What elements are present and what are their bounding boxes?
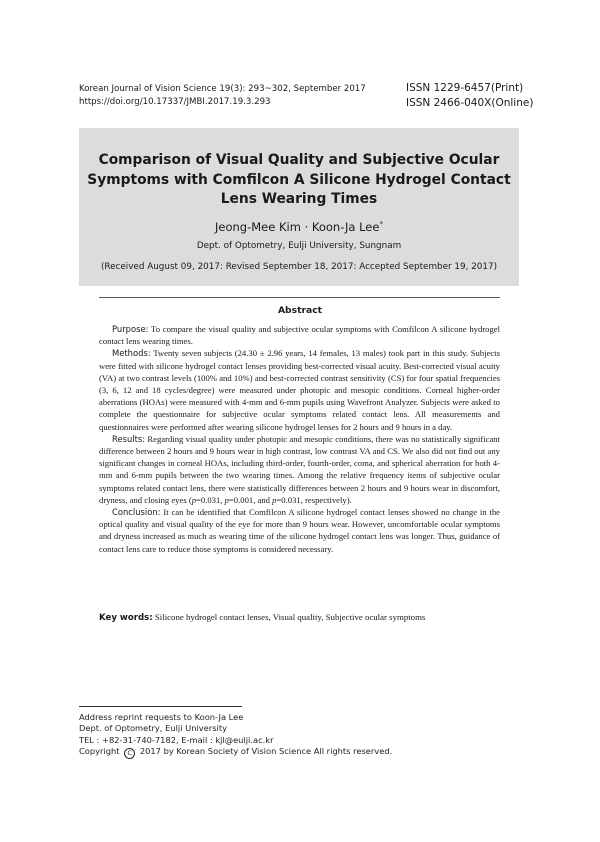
keywords	[99, 611, 500, 624]
abstract-conclusion	[99, 506, 500, 555]
footnote	[79, 712, 392, 759]
copyright-prefix: Copyright	[79, 746, 120, 757]
title-line-2: Symptoms with Comfilcon A Silicone Hydrogel Contact	[87, 171, 511, 188]
title-box	[79, 128, 519, 286]
p-value-3: =0.031, respectively).	[276, 494, 352, 505]
doi-link[interactable]: https://doi.org/10.17337/JMBI.2017.19.3.293	[79, 96, 271, 107]
abstract-results	[99, 433, 500, 506]
copyright-suffix: 2017 by Korean Society of Vision Science All rights reserved.	[139, 746, 393, 757]
p-symbol: p	[224, 494, 229, 505]
methods-text: Twenty seven subjects (24.30 ± 2.96 years, 14 females, 13 males) took part in this study. Subjects were fitted with silicone hydrogel contact lenses providing best-corrected visual acuity. Best-corrected visual acuity (VA) at two contrast levels (100% and 10%) and best-corrected contrast sensitivity (CS) for four spatial frequencies (3, 6, 12 and 18 cycles/degree) were measured under photopic and mesopic conditions. Corneal higher-order aberrations (HOAs) were measured with 4-mm and 6-mm pupils using Wavefront Analyzer. Subjects were asked to complete the questionnaire for subjective ocular symptoms related contact lens. All measurements and questionnaires were performed after wearing silicone hydrogel lenses for 2 hours and 9 hours in a day.	[99, 348, 500, 432]
authors	[79, 220, 519, 234]
purpose-text: To compare the visual quality and subjective ocular symptoms with Comfilcon A silicone hydrogel contact lens wearing times.	[99, 324, 500, 347]
p-value-2: =0.001, and	[228, 494, 273, 505]
conclusion-text: It can be identified that Comfilcon A silicone hydrogel contact lenses showed no change in the optical quality and visual quality of the eye for more than 9 hours wear. However, uncomfortable ocular symptoms and dryness increased as much as wearing time of the silicone hydrogel contact lens was longer. Thus, guidance of contact lens care to reduce those symptoms is considered necessary.	[99, 507, 500, 554]
corresponding-author-mark: *	[379, 220, 383, 229]
submission-dates: (Received August 09, 2017: Revised September 18, 2017: Accepted September 19, 2017)	[100, 262, 498, 272]
copyright	[79, 746, 392, 759]
copyright-icon: C	[124, 748, 135, 759]
keywords-text: Silicone hydrogel contact lenses, Visual quality, Subjective ocular symptoms	[152, 612, 426, 622]
issn-online: ISSN 2466-040X(Online)	[406, 97, 534, 109]
issn-print: ISSN 1229-6457(Print)	[406, 82, 524, 94]
abstract-heading: Abstract	[277, 305, 323, 316]
title-line-1: Comparison of Visual Quality and Subjective Ocular	[98, 152, 500, 168]
conclusion-label: Conclusion:	[112, 507, 161, 518]
contact-info: TEL : +82-31-740-7182, E-mail : kjl@eulji.ac.kr	[79, 734, 274, 745]
results-label: Results:	[112, 433, 146, 444]
author-names: Jeong-Mee Kim · Koon-Ja Lee	[215, 220, 380, 234]
p-symbol: p	[191, 494, 197, 505]
issn-block	[406, 81, 533, 111]
purpose-label: Purpose:	[112, 324, 149, 334]
affiliation: Dept. of Optometry, Eulji University, Sungnam	[196, 241, 402, 251]
methods-label: Methods:	[112, 348, 151, 359]
reprint-request: Address reprint requests to Koon-Ja Lee	[79, 712, 244, 722]
abstract-body	[99, 323, 500, 555]
title-line-3: Lens Wearing Times	[220, 191, 378, 207]
abstract-top-rule	[99, 297, 500, 298]
results-text: Regarding visual quality under photopic and mesopic conditions, there was no statistically significant difference between 2 hours and 9 hours wear in high contrast, low contrast VA and CS. We also did not find out any significant changes in corneal HOAs, including third-order, fourth-order, coma, and spherical aberration for both 4-mm and 6-mm pupils between the two wearing times. Among the relative frequency items of subjective ocular symptoms related contact lens, there were statistically differences between 2 hours and 9 hours wear in discomfort, dryness, and closing eyes (	[99, 433, 500, 505]
p-symbol: p	[272, 494, 277, 505]
abstract-methods	[99, 347, 500, 432]
reprint-affiliation: Dept. of Optometry, Eulji University	[79, 723, 227, 734]
p-value-1: =0.031,	[196, 494, 225, 505]
keywords-label: Key words:	[99, 613, 153, 623]
abstract-purpose	[99, 323, 500, 347]
journal-info	[79, 83, 366, 108]
footnote-rule	[79, 706, 242, 707]
paper-title	[79, 151, 519, 210]
journal-citation: Korean Journal of Vision Science 19(3): 293~302, September 2017	[79, 84, 366, 94]
